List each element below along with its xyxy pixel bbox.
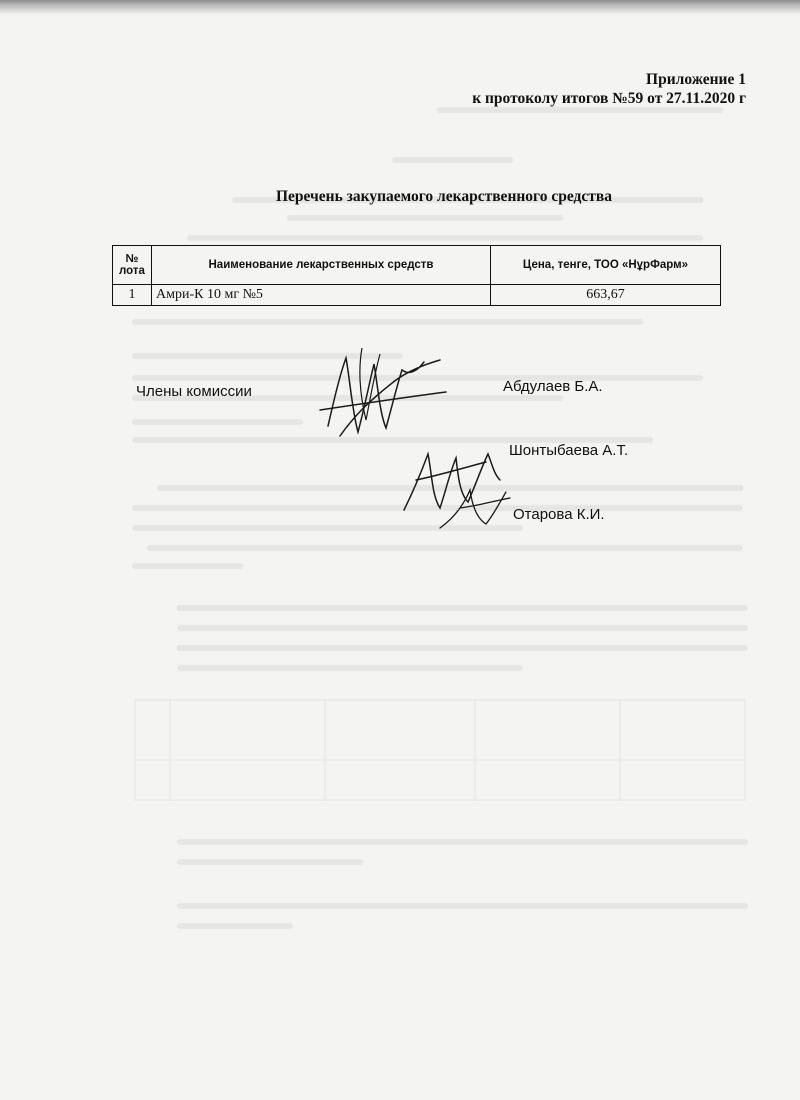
signature-3 xyxy=(430,478,520,538)
table-header-row xyxy=(113,246,721,285)
column-header-name: Наименование лекарственных средств xyxy=(152,246,491,285)
commission-member-1: Абдулаев Б.А. xyxy=(503,378,603,395)
column-header-price: Цена, тенге, ТОО «НұрФарм» xyxy=(491,246,721,285)
appendix-header xyxy=(472,70,746,108)
cell-name: Амри-К 10 мг №5 xyxy=(152,285,491,306)
table-row xyxy=(113,285,721,306)
appendix-title: Приложение 1 xyxy=(646,71,746,88)
signature-1 xyxy=(300,340,460,450)
cell-price: 663,67 xyxy=(491,285,721,306)
cell-lot-number: 1 xyxy=(113,285,152,306)
commission-member-2: Шонтыбаева А.Т. xyxy=(509,442,629,459)
column-header-lot-number: № лота xyxy=(113,246,152,285)
commission-member-3: Отарова К.И. xyxy=(513,506,605,523)
commission-label: Члены комиссии xyxy=(136,383,252,400)
medicines-table xyxy=(112,245,721,306)
appendix-protocol-ref: к протоколу итогов №59 от 27.11.2020 г xyxy=(472,90,746,107)
document-title: Перечень закупаемого лекарственного средства xyxy=(276,188,612,205)
